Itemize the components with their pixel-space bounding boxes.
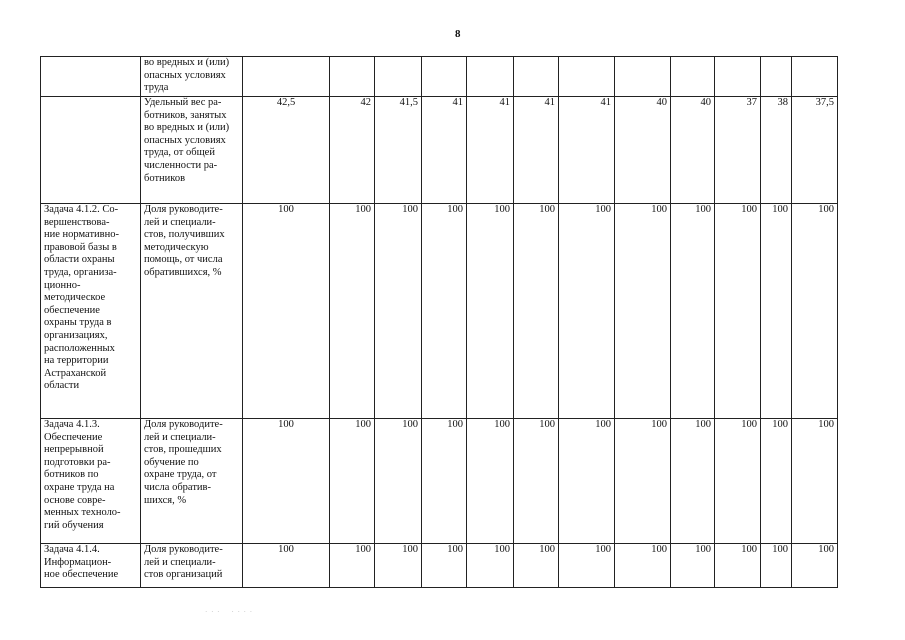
value-cell: 100 <box>559 204 615 419</box>
value-cell: 100 <box>243 419 330 544</box>
value-cell <box>330 57 375 97</box>
value-cell: 100 <box>671 204 715 419</box>
value-cell: 42,5 <box>243 97 330 204</box>
value-cell: 100 <box>715 419 761 544</box>
value-cell: 100 <box>375 544 422 588</box>
indicator-cell: Доля руководите- лей и специали- стов, получивших методическую помощь, от числа обратившихся, % <box>141 204 243 419</box>
task-cell <box>41 97 141 204</box>
table-row <box>41 204 838 419</box>
value-cell: 100 <box>375 204 422 419</box>
indicator-cell: Удельный вес ра- ботников, занятых во вредных и (или) опасных условиях труда, от общей численности ра- ботников <box>141 97 243 204</box>
value-cell: 37,5 <box>792 97 838 204</box>
value-cell: 100 <box>467 544 514 588</box>
value-cell: 100 <box>330 544 375 588</box>
value-cell: 38 <box>761 97 792 204</box>
value-cell: 100 <box>375 419 422 544</box>
value-cell: 41 <box>422 97 467 204</box>
value-cell: 41 <box>514 97 559 204</box>
value-cell: 100 <box>671 419 715 544</box>
value-cell: 100 <box>715 544 761 588</box>
table-row <box>41 97 838 204</box>
value-cell: 100 <box>671 544 715 588</box>
value-cell: 37 <box>715 97 761 204</box>
value-cell <box>792 57 838 97</box>
value-cell <box>375 57 422 97</box>
value-cell <box>243 57 330 97</box>
indicators-table <box>40 56 838 588</box>
value-cell: 100 <box>715 204 761 419</box>
value-cell: 100 <box>792 204 838 419</box>
value-cell: 100 <box>330 419 375 544</box>
value-cell <box>559 57 615 97</box>
value-cell: 100 <box>792 544 838 588</box>
value-cell: 100 <box>514 204 559 419</box>
table-row <box>41 544 838 588</box>
value-cell <box>422 57 467 97</box>
value-cell: 100 <box>514 419 559 544</box>
task-cell <box>41 57 141 97</box>
value-cell <box>467 57 514 97</box>
value-cell: 100 <box>514 544 559 588</box>
value-cell: 100 <box>330 204 375 419</box>
value-cell <box>671 57 715 97</box>
indicator-cell: Доля руководите- лей и специали- стов, прошедших обучение по охране труда, от числа обратив- шихся, % <box>141 419 243 544</box>
value-cell: 100 <box>792 419 838 544</box>
value-cell: 100 <box>559 419 615 544</box>
task-cell: Задача 4.1.2. Со- вершенствова- ние нормативно- правовой базы в области охраны труда, организа- ционно- методическое обеспечение охраны труда в организациях, расположенных на территории Астраханской области <box>41 204 141 419</box>
value-cell: 100 <box>615 204 671 419</box>
value-cell <box>715 57 761 97</box>
value-cell: 100 <box>243 544 330 588</box>
value-cell: 100 <box>761 544 792 588</box>
task-cell: Задача 4.1.4. Информацион- ное обеспечение <box>41 544 141 588</box>
value-cell: 100 <box>467 419 514 544</box>
page-number: 8 <box>455 28 461 40</box>
table-row <box>41 57 838 97</box>
task-cell: Задача 4.1.3. Обеспечение непрерывной подготовки ра- ботников по охране труда на основе совре- менных техноло- гий обучения <box>41 419 141 544</box>
value-cell: 100 <box>243 204 330 419</box>
value-cell: 40 <box>615 97 671 204</box>
value-cell <box>615 57 671 97</box>
value-cell: 41 <box>559 97 615 204</box>
value-cell: 40 <box>671 97 715 204</box>
scan-noise: · · · · · · · <box>205 608 254 616</box>
value-cell: 100 <box>761 204 792 419</box>
value-cell: 41,5 <box>375 97 422 204</box>
value-cell: 100 <box>615 544 671 588</box>
value-cell: 100 <box>422 544 467 588</box>
value-cell: 42 <box>330 97 375 204</box>
indicator-cell: Доля руководите- лей и специали- стов организаций <box>141 544 243 588</box>
value-cell: 100 <box>422 204 467 419</box>
value-cell: 100 <box>761 419 792 544</box>
value-cell <box>761 57 792 97</box>
value-cell: 100 <box>467 204 514 419</box>
indicator-cell: во вредных и (или) опасных условиях труда <box>141 57 243 97</box>
table-row <box>41 419 838 544</box>
value-cell: 41 <box>467 97 514 204</box>
value-cell: 100 <box>615 419 671 544</box>
value-cell: 100 <box>559 544 615 588</box>
value-cell <box>514 57 559 97</box>
value-cell: 100 <box>422 419 467 544</box>
